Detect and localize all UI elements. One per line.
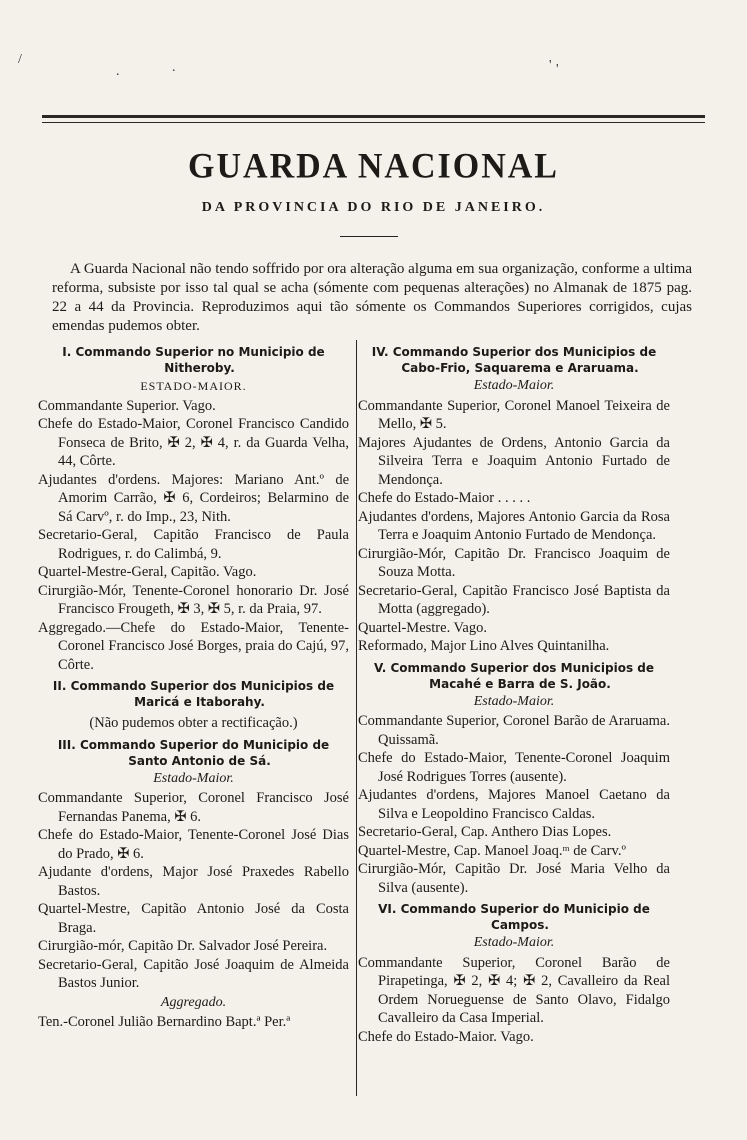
section-heading: IV. Commando Superior dos Municipios de Cabo-Frio, Saquarema e Araruama. <box>371 345 657 375</box>
entry: Ajudantes d'ordens, Majores Manoel Caetano da Silva e Leopoldino Francisco Caldas. <box>358 787 670 822</box>
entry: Quartel-Mestre, Capitão Antonio José da Costa Braga. <box>38 901 349 936</box>
section-heading: II. Commando Superior dos Municipios de Maricá e Itaborahy. <box>52 679 335 709</box>
section-v <box>358 660 670 898</box>
entry: Quartel-Mestre-Geral, Capitão. Vago. <box>38 564 257 580</box>
entry: Ajudante d'ordens, Major José Praxedes Rabello Bastos. <box>38 864 349 899</box>
top-rule <box>42 115 705 118</box>
section-subheading: Aggregado. <box>160 994 227 1010</box>
entry: Commandante Superior, Coronel Barão de Araruama. Quissamã. <box>358 713 670 748</box>
entry: Commandante Superior, Coronel Francisco José Fernandas Panema, ✠ 6. <box>38 790 349 825</box>
entry: Aggregado.—Chefe do Estado-Maior, Tenente-Coronel Francisco José Borges, praia do Cajú, 97, Côrte. <box>38 619 349 673</box>
entry: Majores Ajudantes de Ordens, Antonio Garcia da Silveira Terra e Joaquim Antonio Furtado de Mendonça. <box>358 434 670 488</box>
intro-paragraph <box>52 260 692 336</box>
margin-mark: / <box>18 52 22 67</box>
section-heading: I. Commando Superior no Municipio de Nitheroby. <box>62 345 325 375</box>
entry: Cirurgião-Mór, Capitão Dr. Francisco Joaquim de Souza Motta. <box>358 545 670 580</box>
section-ii <box>38 678 349 733</box>
entry: Cirurgião-Mór, Capitão Dr. José Maria Velho da Silva (ausente). <box>358 861 670 896</box>
section-iii <box>38 737 349 1032</box>
entry: Secretario-Geral, Capitão Francisco José Baptista da Motta (aggregado). <box>358 582 670 617</box>
entry: Chefe do Estado-Maior. Vago. <box>358 1028 534 1045</box>
margin-mark: ' <box>556 62 559 77</box>
margin-mark: . <box>116 64 120 79</box>
section-subheading: Estado-Maior. <box>473 378 555 393</box>
margin-mark: . <box>172 60 176 75</box>
entry: Cirurgião-mór, Capitão Dr. Salvador José Pereira. <box>38 938 328 954</box>
intro-text: A Guarda Nacional não tendo soffrido por ora alteração alguma em sua organização, conforme a ultima reforma, subsiste por isso tal qual se acha (sómente com pequenas alterações) no Almanak de 1875 pag. 22 a 44 da Provincia. Reproduzimos aqui tão sómente os Commandos Superiores corrigidos, cujas emendas pudemos obter. <box>52 261 692 334</box>
section-note: (Não pudemos obter a rectificação.) <box>89 715 298 731</box>
entry: Ten.-Coronel Julião Bernardino Bapt.ª Per.ª <box>38 1014 291 1030</box>
section-subheading: Estado-Maior. <box>473 693 555 709</box>
section-subheading: Estado-Maior. <box>153 770 234 786</box>
entry: Secretario-Geral, Capitão Francisco de Paula Rodrigues, r. do Calimbá, 9. <box>38 527 349 562</box>
entry: Chefe do Estado-Maior . . . . . <box>358 490 531 506</box>
entry: Secretario-Geral, Capitão José Joaquim de Almeida Bastos Junior. <box>38 956 349 991</box>
left-column <box>38 344 349 1036</box>
entry: Chefe do Estado-Maior, Tenente-Coronel Joaquim José Rodrigues Torres (ausente). <box>358 750 670 785</box>
entry: Ajudantes d'ordens, Majores Antonio Garcia da Rosa Terra e Joaquim Antonio Furtado de Mendonça. <box>358 508 670 543</box>
entry: Commandante Superior. Vago. <box>38 397 216 414</box>
right-column <box>358 344 670 1050</box>
margin-mark: ' <box>549 58 552 73</box>
section-iv <box>358 344 670 656</box>
section-heading: VI. Commando Superior do Municipio de Campos. <box>378 902 650 932</box>
entry: Commandante Superior, Coronel Barão de Pirapetinga, ✠ 2, ✠ 4; ✠ 2, Cavalleiro da Real Ordem Norueguense de Santo Olavo, Fidalgo Cavalleiro da Casa Imperial. <box>358 954 670 1026</box>
section-i <box>38 344 349 674</box>
column-separator <box>356 340 357 1096</box>
page-title: GUARDA NACIONAL <box>188 147 559 186</box>
page-subtitle: DA PROVINCIA DO RIO DE JANEIRO. <box>201 200 546 215</box>
section-subheading: ESTADO-MAIOR. <box>140 379 247 393</box>
entry: Chefe do Estado-Maior, Tenente-Coronel José Dias do Prado, ✠ 6. <box>38 827 349 862</box>
section-vi <box>358 901 670 1046</box>
entry: Reformado, Major Lino Alves Quintanilha. <box>358 638 610 654</box>
entry: Cirurgião-Mór, Tenente-Coronel honorario Dr. José Francisco Frougeth, ✠ 3, ✠ 5, r. da Praia, 97. <box>38 582 349 617</box>
entry: Ajudantes d'ordens. Majores: Mariano Ant.º de Amorim Carrão, ✠ 6, Cordeiros; Belarmino de Sá Carvº, r. do Imp., 23, Nith. <box>38 471 349 525</box>
entry: Quartel-Mestre. Vago. <box>358 619 487 636</box>
entry: Chefe do Estado-Maior, Coronel Francisco Candido Fonseca de Brito, ✠ 2, ✠ 4, r. da Guarda Velha, 44, Côrte. <box>38 416 349 469</box>
section-heading: V. Commando Superior dos Municipios de Macahé e Barra de S. João. <box>374 660 654 691</box>
section-subheading: Estado-Maior. <box>473 935 555 950</box>
top-rule-thin <box>42 122 705 123</box>
title-divider <box>340 236 398 237</box>
entry: Quartel-Mestre, Cap. Manoel Joaq.ᵐ de Carv.º <box>358 842 626 859</box>
entry: Commandante Superior, Coronel Manoel Teixeira de Mello, ✠ 5. <box>358 397 670 432</box>
entry: Secretario-Geral, Cap. Anthero Dias Lopes. <box>358 824 612 840</box>
section-heading: III. Commando Superior do Municipio de Santo Antonio de Sá. <box>57 737 330 768</box>
